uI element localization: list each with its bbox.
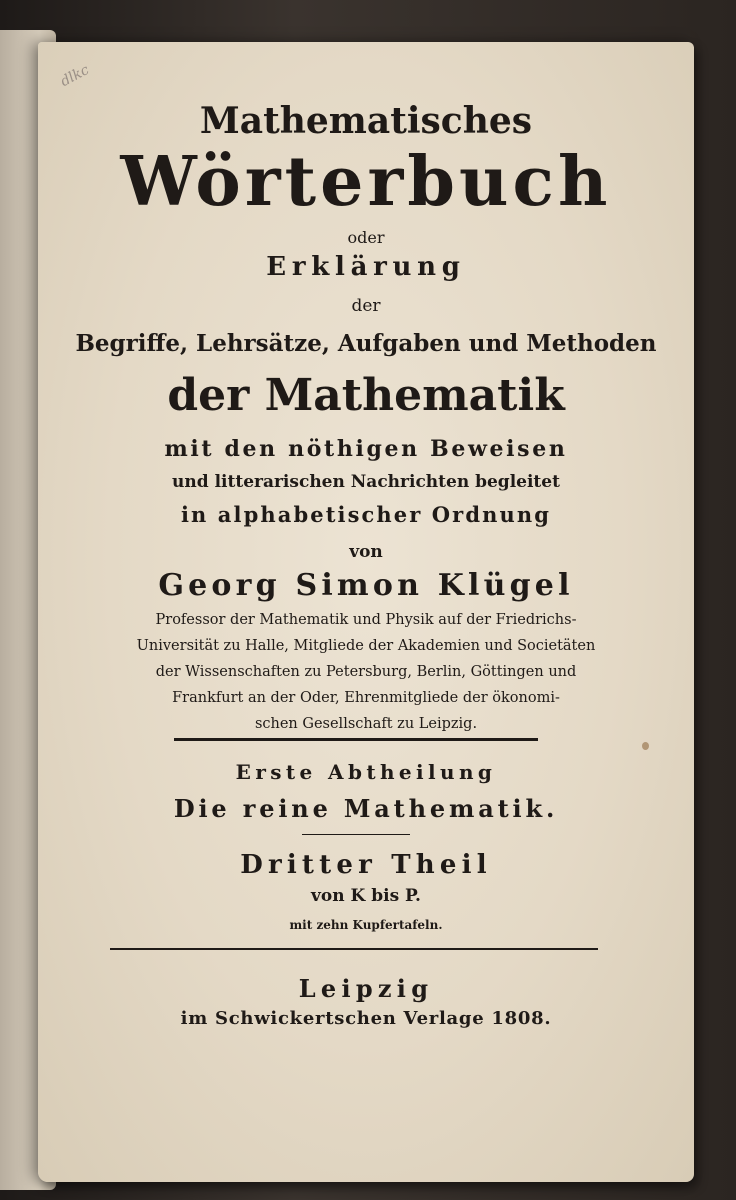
pencil-note: dlkc xyxy=(57,61,92,91)
line-ordnung: in alphabetischer Ordnung xyxy=(180,502,552,527)
plates-note: mit zehn Kupfertafeln. xyxy=(289,918,443,932)
line-begriffe: Begriffe, Lehrsätze, Aufgaben und Methoden xyxy=(75,330,657,357)
section-reine-mathematik: Die reine Mathematik. xyxy=(173,794,559,823)
author-name: Georg Simon Klügel xyxy=(158,568,574,603)
line-oder: oder xyxy=(347,228,385,247)
line-von: von xyxy=(349,542,383,562)
author-affiliation-line2: Universität zu Halle, Mitgliede der Akademien und Societäten xyxy=(136,638,596,654)
author-affiliation-line4: Frankfurt an der Oder, Ehrenmitgliede der ökonomi- xyxy=(172,690,560,706)
line-nachrichten: und litterarischen Nachrichten begleitet xyxy=(172,472,560,492)
heading-woerterbuch: Wörterbuch xyxy=(120,142,612,222)
author-affiliation-line1: Professor der Mathematik und Physik auf der Friedrichs- xyxy=(155,612,577,628)
section-erste-abtheilung: Erste Abtheilung xyxy=(235,760,497,784)
imprint-city: Leipzig xyxy=(298,974,434,1003)
divider-rule-1 xyxy=(174,738,538,741)
foxing-spot xyxy=(642,742,649,750)
part-range: von K bis P. xyxy=(311,886,421,906)
line-der-mathematik: der Mathematik xyxy=(167,370,565,421)
title-page xyxy=(38,42,694,1182)
line-der: der xyxy=(351,296,381,316)
divider-rule-2 xyxy=(110,948,598,950)
heading-mathematisches: Mathematisches xyxy=(199,100,533,142)
imprint-publisher: im Schwickertschen Verlage 1808. xyxy=(180,1008,552,1029)
line-beweisen: mit den nöthigen Beweisen xyxy=(164,436,568,462)
line-erklaerung: Erklärung xyxy=(266,252,466,282)
author-affiliation-line3: der Wissenschaften zu Petersburg, Berlin, Göttingen und xyxy=(155,664,577,680)
author-affiliation-line5: schen Gesellschaft zu Leipzig. xyxy=(254,716,478,732)
divider-rule-short xyxy=(302,834,410,835)
part-dritter-theil: Dritter Theil xyxy=(240,850,492,880)
